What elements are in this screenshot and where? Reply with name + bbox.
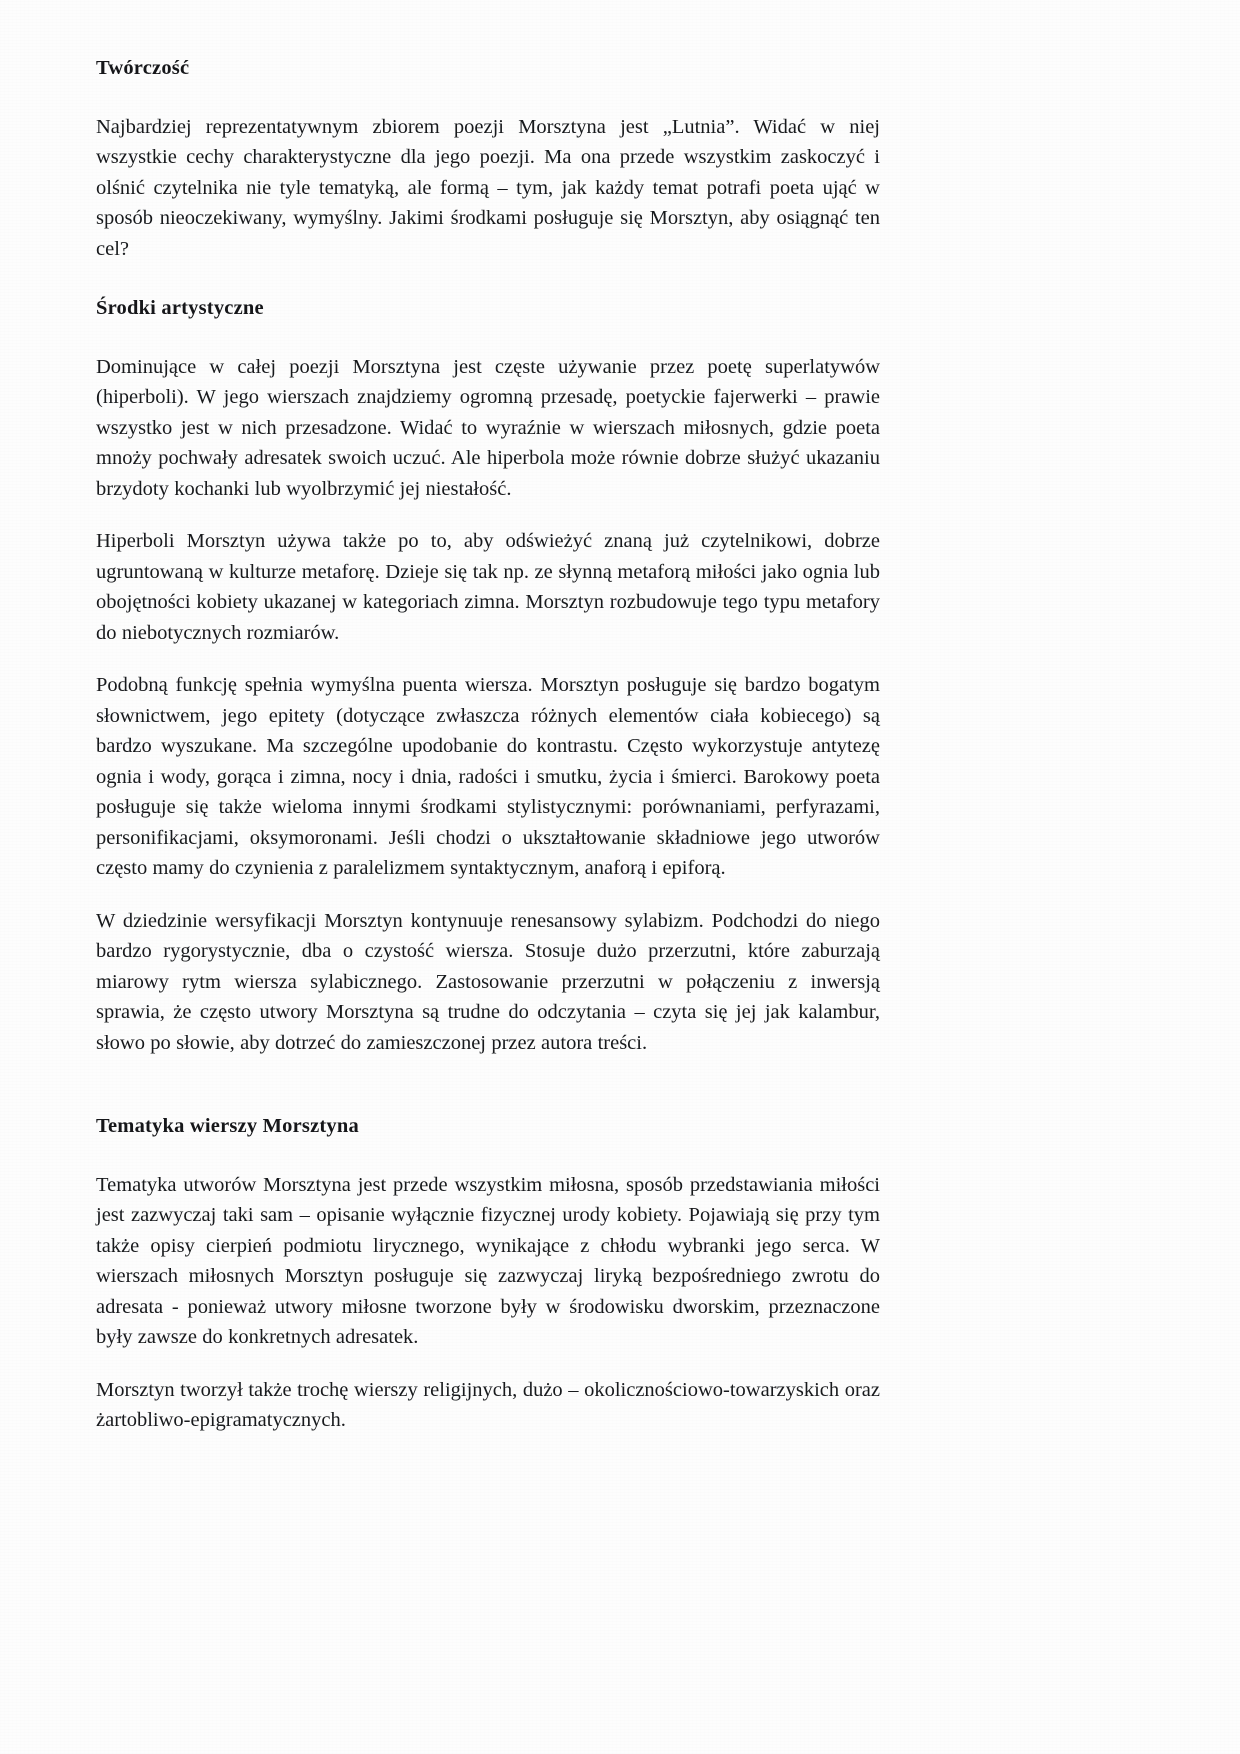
spacer — [96, 1058, 880, 1114]
section-heading-srodki-artystyczne: Środki artystyczne — [96, 297, 264, 320]
spacer — [96, 1140, 880, 1170]
paragraph-hiperbole-metafora: Hiperboli Morsztyn używa także po to, aby odświeżyć znaną już czytelnikowi, dobrze ugruntowaną w kulturze metaforę. Dzieje się tak np. ze słynną metaforą miłości jako ognia lub obojętności kobiety ukazanej w kategoriach zimna. Morsztyn rozbudowuje tego typu metafory do niebotycznych rozmiarów. — [96, 530, 880, 644]
paragraph-lutnia: Najbardziej reprezentatywnym zbiorem poezji Morsztyna jest „Lutnia”. Widać w niej wszystkie cechy charakterystyczne dla jego poezji. Ma ona przede wszystkim zaskoczyć i olśnić czytelnika nie tyle tematyką, ale formą – tym, jak każdy temat potrafi poeta ująć w sposób nieoczekiwany, wymyślny. Jakimi środkami posługuje się Morsztyn, aby osiągnąć ten cel? — [96, 115, 880, 260]
spacer — [96, 884, 880, 906]
paragraph-puenta-epitety: Podobną funkcję spełnia wymyślna puenta wiersza. Morsztyn posługuje się bardzo bogatym słownictwem, jego epitety (dotyczące zwłaszcza różnych elementów ciała kobiecego) są bardzo wyszukane. Ma szczególne upodobanie do kontrastu. Często wykorzystuje antytezę ognia i wody, gorąca i zimna, nocy i dnia, radości i smutku, życia i śmierci. Barokowy poeta posługuje się także wieloma innymi środkami stylistycznymi: porównaniami, perfyrazami, personifikacjami, oksymoronami. Jeśli chodzi o ukształtowanie składniowe jego utworów często mamy do czynienia z paralelizmem syntaktycznym, anaforą i epiforą. — [96, 674, 880, 880]
paragraph-wiersze-religijne: Morsztyn tworzył także trochę wierszy religijnych, dużo – okolicznościowo-towarzyskich oraz żartobliwo-epigramatycznych. — [96, 1378, 880, 1432]
paragraph-tematyka-milosna: Tematyka utworów Morsztyna jest przede wszystkim miłosna, sposób przedstawiania miłości jest zazwyczaj taki sam – opisanie wyłącznie fizycznej urody kobiety. Pojawiają się przy tym także opisy cierpień podmiotu lirycznego, wynikające z chłodu wybranki jego serca. W wierszach miłosnych Morsztyn posługuje się zazwyczaj liryką bezpośredniego zwrotu do adresata - ponieważ utwory miłosne tworzone były w środowisku dworskim, przeznaczone były zawsze do konkretnych adresatek. — [96, 1173, 880, 1349]
spacer — [96, 648, 880, 670]
spacer — [96, 322, 880, 352]
spacer — [96, 82, 880, 112]
paragraph-superlatywy: Dominujące w całej poezji Morsztyna jest częste używanie przez poetę superlatywów (hiperboli). W jego wierszach znajdziemy ogromną przesadę, poetyckie fajerwerki – prawie wszystko jest w nich przesadzone. Widać to wyraźnie w wierszach miłosnych, gdzie poeta mnoży pochwały adresatek swoich uczuć. Ale hiperbola może równie dobrze służyć ukazaniu brzydoty kochanki lub wyolbrzymić jej niestałość. — [96, 355, 880, 500]
document-body — [96, 56, 880, 1436]
spacer — [96, 264, 880, 296]
spacer — [96, 1353, 880, 1375]
paragraph-wersyfikacja: W dziedzinie wersyfikacji Morsztyn kontynuuje renesansowy sylabizm. Podchodzi do niego bardzo rygorystycznie, dba o czystość wiersza. Stosuje dużo przerzutni, które zaburzają miarowy rytm wiersza sylabicznego. Zastosowanie przerzutni w połączeniu z inwersją sprawia, że często utwory Morsztyna są trudne do odczytania – czyta się jej jak kalambur, słowo po słowie, aby dotrzeć do zamieszczonej przez autora treści. — [96, 909, 880, 1054]
spacer — [96, 504, 880, 526]
section-heading-tworczosc: Twórczość — [96, 57, 190, 79]
section-heading-tematyka-wierszy: Tematyka wierszy Morsztyna — [96, 1115, 359, 1138]
